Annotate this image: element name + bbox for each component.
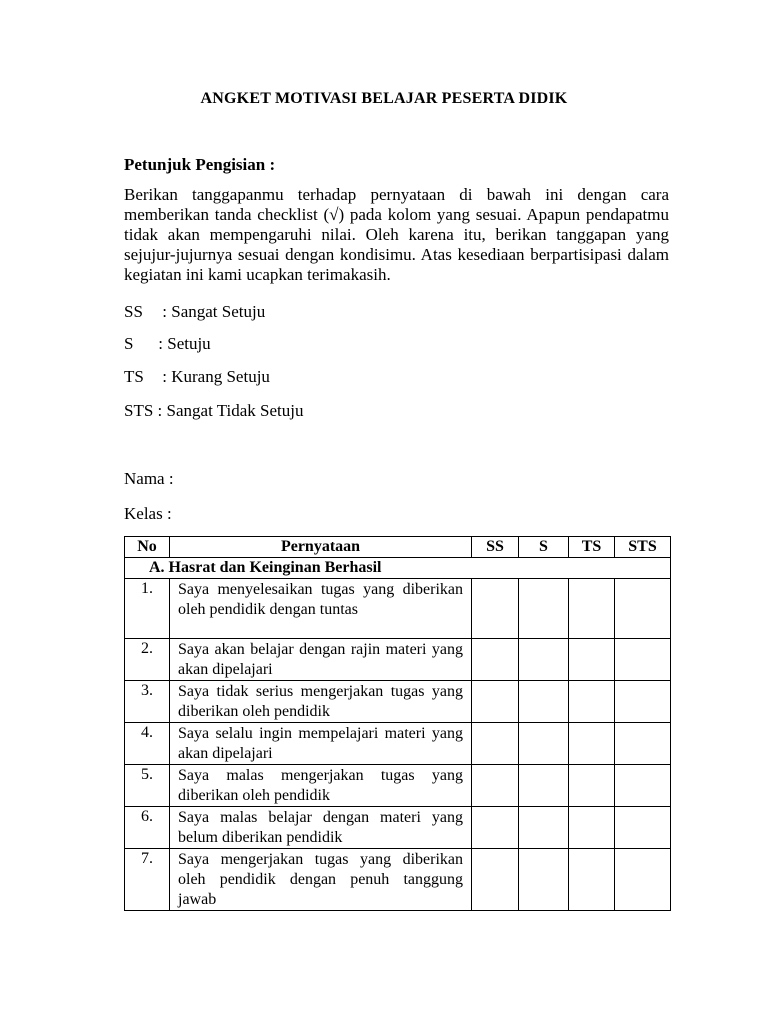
table-row [125,807,671,849]
row-number: 7. [125,849,170,911]
row-statement: Saya malas mengerjakan tugas yang diberikan oleh pendidik [170,765,472,807]
answer-cell-s[interactable] [519,849,569,911]
table-row [125,639,671,681]
answer-cell-ss[interactable] [472,723,519,765]
answer-cell-sts[interactable] [615,807,671,849]
legend-separator: : [158,367,172,386]
row-number: 3. [125,681,170,723]
answer-cell-ts[interactable] [569,723,615,765]
legend-item-s [124,334,211,354]
table-row [125,579,671,639]
row-statement: Saya menyelesaikan tugas yang diberikan oleh pendidik dengan tuntas [170,579,472,639]
document-title: ANGKET MOTIVASI BELAJAR PESERTA DIDIK [200,90,568,107]
header-sts: STS [615,537,671,558]
answer-cell-ts[interactable] [569,765,615,807]
instructions-paragraph [124,185,669,285]
answer-cell-s[interactable] [519,681,569,723]
answer-cell-ss[interactable] [472,765,519,807]
section-title: A. Hasrat dan Keinginan Berhasil [125,558,671,579]
legend-abbr: TS [124,367,144,386]
row-number: 6. [125,807,170,849]
legend-abbr: S [124,334,134,353]
legend-item-ts [124,367,270,387]
answer-cell-ss[interactable] [472,639,519,681]
answer-cell-s[interactable] [519,807,569,849]
row-number: 2. [125,639,170,681]
answer-cell-sts[interactable] [615,639,671,681]
legend-separator: : [158,302,172,321]
answer-cell-s[interactable] [519,723,569,765]
class-field-label: Kelas : [124,504,172,523]
legend-abbr: STS [124,401,154,420]
name-field-label: Nama : [124,469,174,488]
answer-cell-sts[interactable] [615,765,671,807]
answer-cell-ss[interactable] [472,807,519,849]
questionnaire-table [124,536,671,911]
legend-separator: : [153,401,167,420]
instructions-heading: Petunjuk Pengisian : [124,155,276,174]
row-number: 1. [125,579,170,639]
header-ts: TS [569,537,615,558]
answer-cell-ts[interactable] [569,807,615,849]
table-header-row [125,537,671,558]
table-row [125,723,671,765]
row-number: 5. [125,765,170,807]
legend-item-ss [124,302,265,322]
header-s: S [519,537,569,558]
section-row [125,558,671,579]
answer-cell-sts[interactable] [615,681,671,723]
header-no: No [125,537,170,558]
legend-meaning: Setuju [167,334,211,353]
answer-cell-ss[interactable] [472,681,519,723]
row-statement: Saya selalu ingin mempelajari materi yang akan dipelajari [170,723,472,765]
legend-separator: : [154,334,168,353]
instructions-text: Berikan tanggapanmu terhadap pernyataan di bawah ini dengan cara memberikan tanda checklist (√) pada kolom yang sesuai. Apapun pendapatmu tidak akan mempengaruhi nilai. Oleh karena itu, berikan tanggapan yang sejujur-jujurnya sesuai dengan kondisimu. Atas kesediaan berpartisipasi dalam kegiatan ini kami ucapkan terimakasih. [124,185,669,284]
legend-abbr: SS [124,302,143,321]
table-row [125,765,671,807]
answer-cell-ts[interactable] [569,639,615,681]
legend-meaning: Sangat Setuju [171,302,266,321]
row-statement: Saya malas belajar dengan materi yang belum diberikan pendidik [170,807,472,849]
row-number: 4. [125,723,170,765]
answer-cell-sts[interactable] [615,849,671,911]
answer-cell-ts[interactable] [569,849,615,911]
legend-meaning: Kurang Setuju [171,367,270,386]
answer-cell-s[interactable] [519,639,569,681]
header-statement: Pernyataan [170,537,472,558]
legend-item-sts [124,401,304,421]
table-row [125,681,671,723]
table-row [125,849,671,911]
legend-meaning: Sangat Tidak Setuju [166,401,304,420]
answer-cell-s[interactable] [519,579,569,639]
row-statement: Saya tidak serius mengerjakan tugas yang diberikan oleh pendidik [170,681,472,723]
row-statement: Saya mengerjakan tugas yang diberikan oleh pendidik dengan penuh tanggung jawab [170,849,472,911]
row-statement: Saya akan belajar dengan rajin materi yang akan dipelajari [170,639,472,681]
answer-cell-ts[interactable] [569,681,615,723]
answer-cell-sts[interactable] [615,579,671,639]
answer-cell-ts[interactable] [569,579,615,639]
answer-cell-sts[interactable] [615,723,671,765]
answer-cell-ss[interactable] [472,849,519,911]
answer-cell-ss[interactable] [472,579,519,639]
header-ss: SS [472,537,519,558]
answer-cell-s[interactable] [519,765,569,807]
